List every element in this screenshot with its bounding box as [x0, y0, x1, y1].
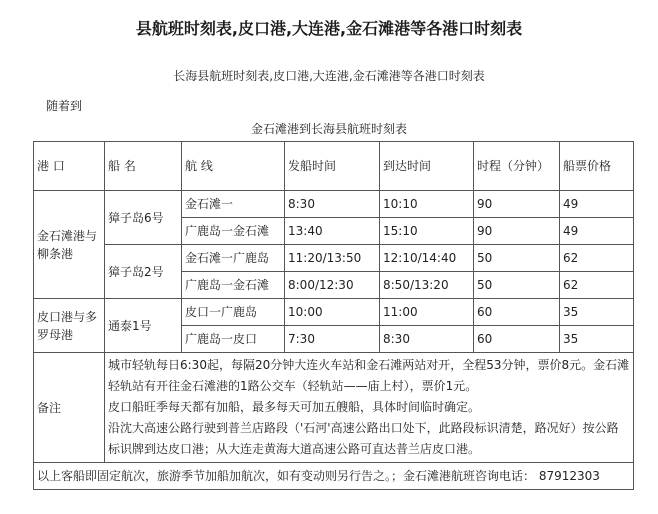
ship-cell: 獐子岛6号: [105, 191, 182, 245]
route-cell: 金石滩一: [182, 191, 285, 218]
header-duration: 时程（分钟）: [474, 142, 560, 191]
footer-row: [34, 463, 634, 490]
depart-cell: 7:30: [285, 326, 380, 353]
price-cell: 35: [560, 326, 634, 353]
table-row: [34, 299, 634, 326]
port-cell: 皮口港与多罗母港: [34, 299, 105, 353]
page-subtitle: 长海县航班时刻表,皮口港,大连港,金石滩港等各港口时刻表: [173, 69, 485, 83]
note-text: 皮口船旺季每天都有加船，最多每天可加五艘船，具体时间临时确定。: [108, 400, 481, 414]
arrive-cell: 10:10: [380, 191, 474, 218]
route-cell: 皮口一广鹿岛: [182, 299, 285, 326]
header-ship: 船 名: [105, 142, 182, 191]
price-cell: 62: [560, 245, 634, 272]
table-row: [34, 245, 634, 272]
schedule-table: [33, 141, 634, 490]
duration-cell: 90: [474, 191, 560, 218]
ship-cell: 通泰1号: [105, 299, 182, 353]
table-caption: 金石滩港到长海县航班时刻表: [250, 122, 407, 136]
header-depart: 发船时间: [285, 142, 380, 191]
route-cell: 广鹿岛一金石滩: [182, 218, 285, 245]
depart-cell: 10:00: [285, 299, 380, 326]
arrive-cell: 15:10: [380, 218, 474, 245]
price-cell: 49: [560, 191, 634, 218]
table-header-row: [34, 142, 634, 191]
page-title: 县航班时刻表,皮口港,大连港,金石滩港等各港口时刻表: [135, 19, 523, 38]
route-cell: 广鹿岛一金石滩: [182, 272, 285, 299]
duration-cell: 50: [474, 272, 560, 299]
ship-cell: 獐子岛2号: [105, 245, 182, 299]
arrive-cell: 8:30: [380, 326, 474, 353]
header-port: 港 口: [34, 142, 105, 191]
depart-cell: 8:00/12:30: [285, 272, 380, 299]
notes-cell: [105, 353, 634, 463]
price-cell: 35: [560, 299, 634, 326]
header-arrive: 到达时间: [380, 142, 474, 191]
arrive-cell: 12:10/14:40: [380, 245, 474, 272]
route-cell: 金石滩一广鹿岛: [182, 245, 285, 272]
intro-text: 随着到: [46, 99, 83, 113]
note-text: 沿沈大高速公路行驶到普兰店路段（'石河'高速公路出口处下，此路段标识清楚，路况好）按公路标识牌到达皮口港；从大连走黄海大道高速公路可直达普兰店皮口港。: [108, 421, 619, 456]
arrive-cell: 8:50/13:20: [380, 272, 474, 299]
port-cell: 金石滩港与柳条港: [34, 191, 105, 299]
note-text: 城市轻轨每日6:30起，每隔20分钟大连火车站和金石滩两站对开，全程53分钟，票价8元。金石滩轻轨站有开往金石滩港的1路公交车（轻轨站——庙上村），票价1元。: [108, 358, 630, 393]
header-route: 航 线: [182, 142, 285, 191]
duration-cell: 90: [474, 218, 560, 245]
depart-cell: 13:40: [285, 218, 380, 245]
price-cell: 62: [560, 272, 634, 299]
route-cell: 广鹿岛一皮口: [182, 326, 285, 353]
table-row: [34, 191, 634, 218]
notes-row: [34, 353, 634, 463]
price-cell: 49: [560, 218, 634, 245]
duration-cell: 50: [474, 245, 560, 272]
duration-cell: 60: [474, 299, 560, 326]
depart-cell: 11:20/13:50: [285, 245, 380, 272]
duration-cell: 60: [474, 326, 560, 353]
header-price: 船票价格: [560, 142, 634, 191]
notes-label: 备注: [34, 353, 105, 463]
arrive-cell: 11:00: [380, 299, 474, 326]
depart-cell: 8:30: [285, 191, 380, 218]
footer-note: 以上客船即固定航次，旅游季节加船加航次，如有变动则另行告之。；金石滩港航班咨询电话： 87912303: [34, 463, 634, 490]
